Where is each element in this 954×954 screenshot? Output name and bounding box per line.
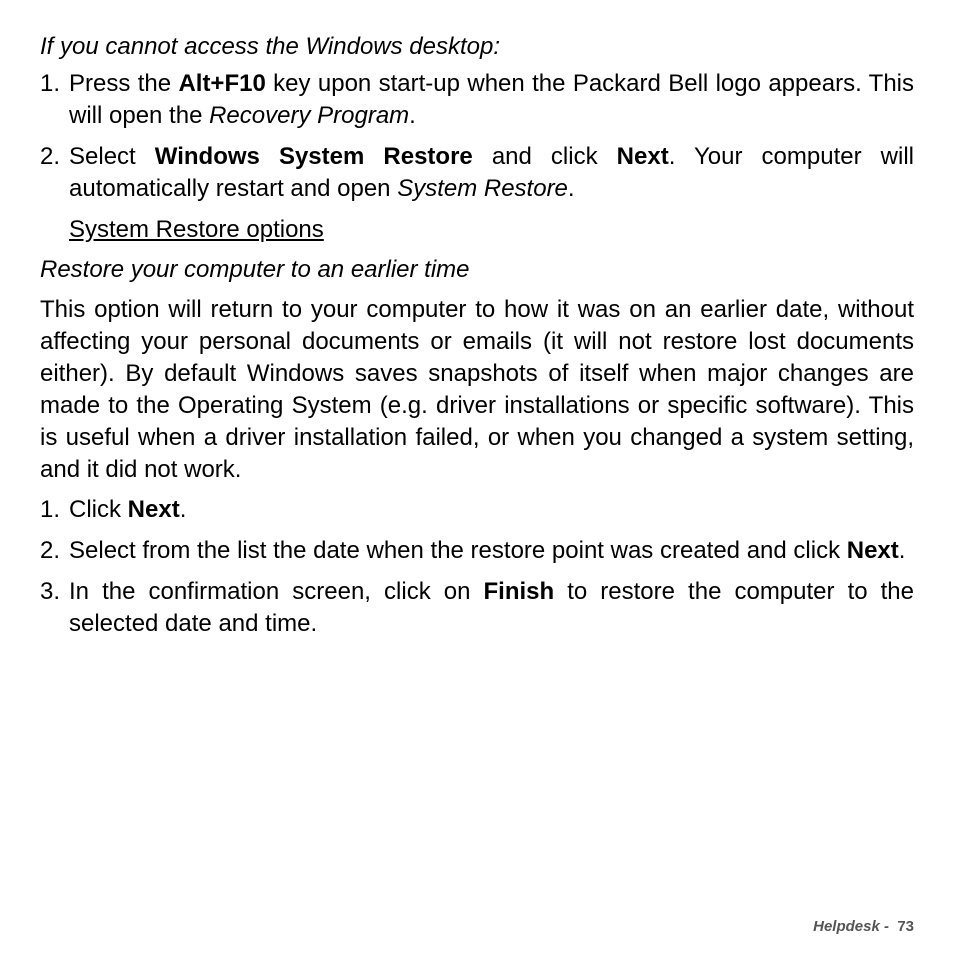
- list-item: [40, 494, 914, 526]
- button-name: Next: [127, 496, 180, 523]
- step-number: 3.: [40, 578, 61, 605]
- restore-steps-list: [40, 494, 914, 640]
- subheading: Restore your computer to an earlier time: [40, 256, 470, 283]
- step-text: to restore the computer to the selected date and time.: [69, 578, 914, 637]
- document-page: [40, 31, 914, 649]
- step-text: . Your computer will automatically restart and open: [69, 143, 914, 202]
- step-text: .: [567, 175, 575, 202]
- step-text: Select: [69, 143, 155, 170]
- list-item: [40, 141, 914, 205]
- button-name: Next: [616, 143, 669, 170]
- list-item: [40, 576, 914, 640]
- options-heading: System Restore options: [69, 216, 324, 243]
- footer-title: Helpdesk -: [813, 918, 889, 935]
- page-number: 73: [897, 918, 914, 935]
- step-number: 2.: [40, 537, 61, 564]
- step-text: and click: [472, 143, 617, 170]
- step-text: In the confirmation screen, click on: [69, 578, 484, 605]
- step-text: key upon start-up when the Packard Bell logo appears. This will open the: [69, 70, 915, 129]
- key-combination: Alt+F10: [178, 70, 266, 97]
- body-paragraph: This option will return to your computer to how it was on an earlier date, without affecting your personal documents or emails (it will not restore lost documents either). By default Windows saves snapshots of itself when major changes are made to the Operating System (e.g. driver installations or specific software). This is useful when a driver installation failed, or when you changed a system setting, and it did not work.: [40, 296, 914, 483]
- option-name: Windows System Restore: [154, 143, 473, 170]
- step-text: .: [179, 496, 187, 523]
- button-name: Next: [846, 537, 899, 564]
- step-text: Click: [69, 496, 128, 523]
- access-steps-list: [40, 68, 914, 205]
- step-number: 1.: [40, 70, 61, 97]
- step-number: 1.: [40, 496, 61, 523]
- list-item: [40, 535, 914, 567]
- step-text: Press the: [69, 70, 179, 97]
- step-number: 2.: [40, 143, 61, 170]
- program-name: System Restore: [397, 175, 568, 202]
- list-item: [40, 68, 914, 132]
- step-text: .: [409, 102, 416, 129]
- page-footer: [813, 917, 914, 937]
- program-name: Recovery Program: [209, 102, 410, 129]
- section-intro-heading: If you cannot access the Windows desktop:: [40, 33, 501, 60]
- step-text: Select from the list the date when the restore point was created and click: [69, 537, 847, 564]
- step-text: .: [898, 537, 906, 564]
- button-name: Finish: [483, 578, 555, 605]
